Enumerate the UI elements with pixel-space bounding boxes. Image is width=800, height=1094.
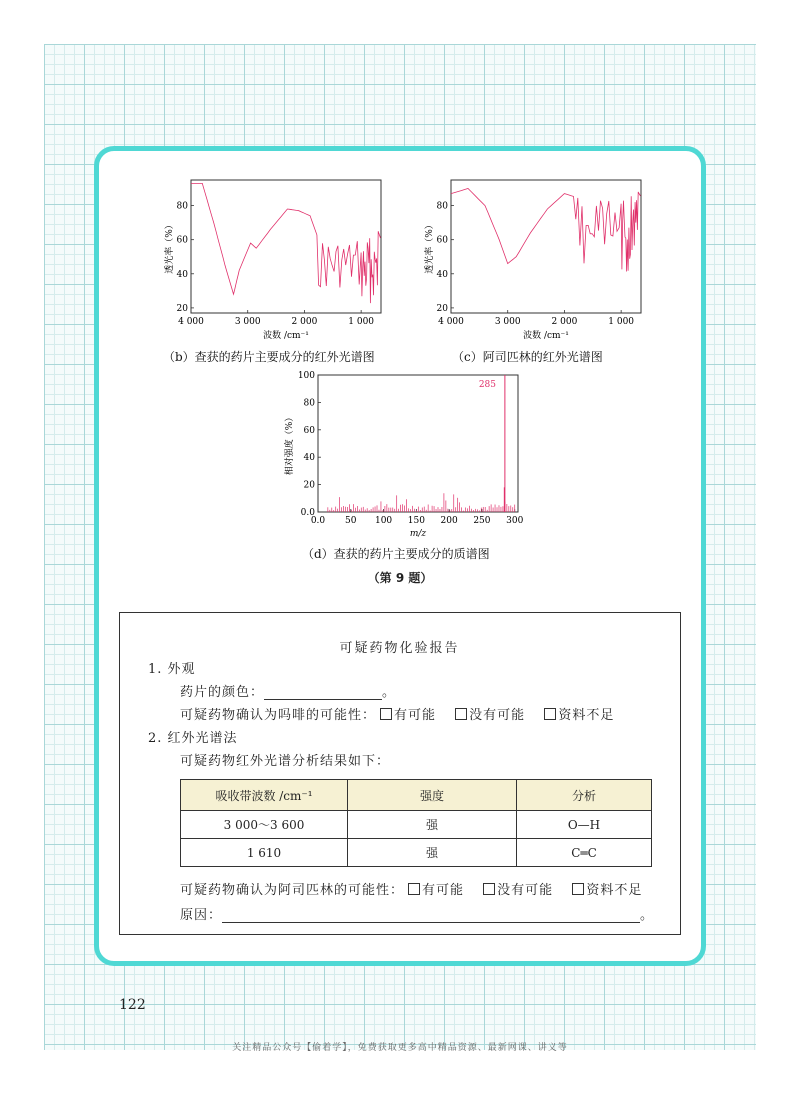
section-appearance: 1. 外观	[148, 662, 196, 677]
reason-label: 原因：	[180, 908, 223, 923]
reason-blank[interactable]	[222, 908, 640, 923]
report-title: 可疑药物化验报告	[339, 641, 460, 656]
cell-analysis: C═C	[517, 839, 652, 867]
y-tick-label: 60	[303, 425, 315, 436]
y-tick-label: 80	[436, 201, 448, 212]
y-axis-label: 透光率（%）	[165, 220, 175, 274]
x-tick-label: 0.0	[310, 516, 326, 526]
cell-intensity: 强	[348, 839, 517, 867]
y-tick-label: 60	[436, 235, 448, 246]
option-label: 有可能	[422, 883, 465, 898]
ir-result-table	[180, 779, 652, 867]
x-axis-label: m/z	[409, 529, 427, 539]
x-axis-label: 波数 /cm⁻¹	[263, 331, 309, 341]
color-label: 药片的颜色：	[180, 685, 265, 700]
mass-spectrum-d	[278, 370, 528, 540]
caption-c: （c）阿司匹林的红外光谱图	[452, 350, 603, 364]
y-tick-label: 100	[297, 371, 315, 381]
period: 。	[382, 685, 397, 700]
aspirin-row	[180, 879, 642, 898]
x-tick-label: 4 000	[178, 317, 204, 327]
aspirin-question: 可疑药物确认为阿司匹林的可能性：	[180, 883, 405, 898]
checkbox-not-possible[interactable]	[483, 883, 495, 895]
x-tick-label: 2 000	[291, 317, 318, 327]
x-tick-label: 50	[345, 516, 357, 526]
y-tick-label: 60	[176, 235, 188, 246]
ir-spectrum-c	[420, 175, 650, 345]
color-row	[180, 681, 396, 700]
option-label: 没有可能	[469, 708, 526, 723]
x-tick-label: 3 000	[234, 317, 261, 327]
ir-spectrum-b	[160, 175, 390, 345]
y-tick-label: 40	[176, 269, 188, 280]
reason-row	[180, 904, 654, 923]
x-tick-label: 150	[407, 516, 425, 526]
cell-analysis: O—H	[517, 811, 652, 839]
y-tick-label: 0.0	[300, 508, 315, 518]
y-tick-label: 40	[303, 453, 315, 464]
x-tick-label: 3 000	[494, 317, 521, 327]
y-tick-label: 20	[436, 303, 448, 314]
y-tick-label: 20	[303, 480, 315, 491]
page-number: 122	[119, 997, 146, 1013]
checkbox-insufficient[interactable]	[544, 708, 556, 720]
x-tick-label: 200	[440, 516, 458, 526]
period: 。	[640, 908, 655, 923]
x-tick-label: 4 000	[438, 317, 464, 327]
header-wavenumber: 吸收带波数 /cm⁻¹	[181, 780, 348, 811]
option-label: 资料不足	[558, 708, 615, 723]
footer-note: 关注精品公众号【偷着学】，免费获取更多高中精品资源、最新网课、讲义等	[232, 1043, 568, 1053]
x-tick-label: 1 000	[608, 317, 635, 327]
option-label: 有可能	[394, 708, 437, 723]
lab-report	[119, 612, 681, 935]
y-tick-label: 80	[303, 398, 315, 409]
header-analysis: 分析	[517, 780, 652, 811]
ir-intro: 可疑药物红外光谱分析结果如下：	[180, 754, 391, 769]
x-tick-label: 250	[473, 516, 491, 526]
caption-b: （b）查获的药片主要成分的红外光谱图	[163, 350, 375, 364]
cell-wavenumber: 1 610	[181, 839, 348, 867]
table-row	[181, 811, 652, 839]
y-tick-label: 20	[176, 303, 188, 314]
figure-number: （第 9 题）	[367, 571, 433, 585]
morphine-row	[180, 704, 614, 723]
x-tick-label: 1 000	[348, 317, 375, 327]
checkbox-not-possible[interactable]	[455, 708, 467, 720]
y-axis-label: 相对强度（%）	[285, 412, 295, 476]
table-header-row	[181, 780, 652, 811]
cell-intensity: 强	[348, 811, 517, 839]
section-ir: 2. 红外光谱法	[148, 731, 238, 746]
x-tick-label: 100	[374, 516, 393, 526]
y-axis-label: 透光率（%）	[425, 220, 435, 274]
table-row	[181, 839, 652, 867]
cell-wavenumber: 3 000～3 600	[181, 811, 348, 839]
morphine-question: 可疑药物确认为吗啡的可能性：	[180, 708, 377, 723]
option-label: 资料不足	[586, 883, 643, 898]
x-tick-label: 300	[506, 516, 524, 526]
checkbox-possible[interactable]	[380, 708, 392, 720]
x-axis-label: 波数 /cm⁻¹	[523, 331, 569, 341]
color-blank[interactable]	[264, 685, 382, 700]
checkbox-possible[interactable]	[408, 883, 420, 895]
y-tick-label: 80	[176, 201, 188, 212]
option-label: 没有可能	[497, 883, 554, 898]
header-intensity: 强度	[348, 780, 517, 811]
peak-label: 285	[478, 380, 496, 390]
x-tick-label: 2 000	[551, 317, 578, 327]
y-tick-label: 40	[436, 269, 448, 280]
caption-d: （d）查获的药片主要成分的质谱图	[302, 547, 490, 561]
checkbox-insufficient[interactable]	[572, 883, 584, 895]
